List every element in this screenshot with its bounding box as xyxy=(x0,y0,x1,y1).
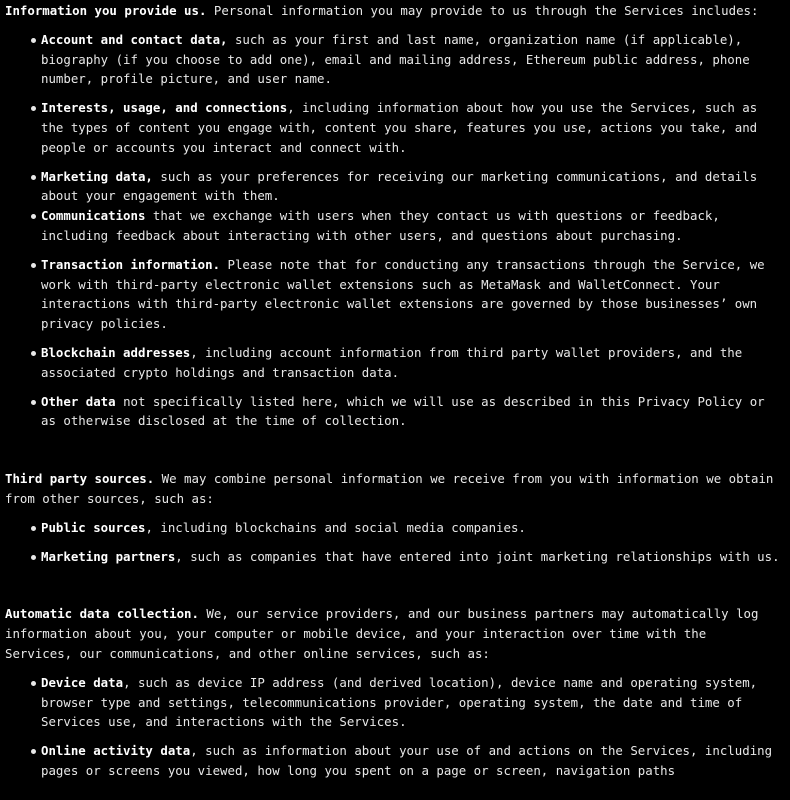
item-term: Blockchain addresses xyxy=(41,344,191,360)
list-item xyxy=(5,30,780,89)
item-term: Account and contact data, xyxy=(41,31,228,47)
item-text: , including information about how you use the Services, such as the types of content you engage with, content you share, features you use, actions you take, and people or accounts you interact and connect with. xyxy=(41,100,758,155)
item-text: that we exchange with users when they contact us with questions or feedback, including feedback about interacting with other users, and questions about purchasing. xyxy=(41,208,720,243)
bullet-list xyxy=(5,518,780,567)
item-text: , including account information from third party wallet providers, and the associated crypto holdings and transaction data. xyxy=(41,344,743,380)
section-intro: Personal information you may provide to us through the Services includes: xyxy=(206,3,759,18)
item-text: such as your preferences for receiving our marketing communications, and details about your engagement with them. xyxy=(41,168,758,204)
section-heading: Third party sources. xyxy=(5,471,155,487)
section-paragraph xyxy=(5,604,780,663)
list-item xyxy=(5,98,780,157)
list-item xyxy=(5,206,780,246)
privacy-policy-content xyxy=(5,1,780,781)
bullet-list xyxy=(5,30,780,431)
bullet-list xyxy=(5,673,780,781)
item-text: Please note that for conducting any transactions through the Service, we work with third-party electronic wallet extensions such as MetaMask and WalletConnect. Your interactions with third-party electronic wallet extensions are governed by those businesses’ own privacy policies. xyxy=(41,256,765,332)
list-item xyxy=(5,673,780,732)
item-term: Device data xyxy=(41,674,124,690)
item-term: Marketing data, xyxy=(41,168,153,184)
list-item xyxy=(5,343,780,383)
section-heading: Information you provide us. xyxy=(5,3,207,18)
item-text: , such as companies that have entered into joint marketing relationships with us. xyxy=(175,548,780,564)
item-term: Transaction information. xyxy=(41,256,221,272)
section-paragraph xyxy=(5,1,780,21)
item-text: not specifically listed here, which we will use as described in this Privacy Policy or as otherwise disclosed at the time of collection. xyxy=(41,393,765,429)
item-term: Communications xyxy=(41,208,146,224)
section-paragraph xyxy=(5,469,780,509)
list-item xyxy=(5,741,780,781)
list-item xyxy=(5,547,780,567)
item-term: Marketing partners xyxy=(41,548,176,564)
section-heading: Automatic data collection. xyxy=(5,606,199,622)
item-term: Online activity data xyxy=(41,743,191,759)
item-text: , such as information about your use of and actions on the Services, including pages or screens you viewed, how long you spent on a page or screen, navigation paths xyxy=(41,743,773,778)
item-term: Other data xyxy=(41,393,116,409)
item-term: Interests, usage, and connections xyxy=(41,100,288,116)
list-item xyxy=(5,255,780,334)
item-text: such as your first and last name, organization name (if applicable), biography (if you choose to add one), email and mailing address, Ethereum public address, phone number, profile picture, and user name. xyxy=(41,31,750,87)
list-item xyxy=(5,167,780,207)
item-text: , including blockchains and social media companies. xyxy=(145,519,526,535)
list-item xyxy=(5,392,780,432)
item-text: , such as device IP address (and derived location), device name and operating system, browser type and settings, telecommunications provider, operating system, the date and time of Services use, and interactions with the Services. xyxy=(41,674,758,730)
list-item xyxy=(5,518,780,538)
item-term: Public sources xyxy=(41,519,146,535)
section-intro: We, our service providers, and our business partners may automatically log information about you, your computer or mobile device, and your interaction over time with the Services, our communications, and other online services, such as: xyxy=(5,606,759,661)
section-intro: We may combine personal information we receive from you with information we obtain from other sources, such as: xyxy=(5,471,774,506)
